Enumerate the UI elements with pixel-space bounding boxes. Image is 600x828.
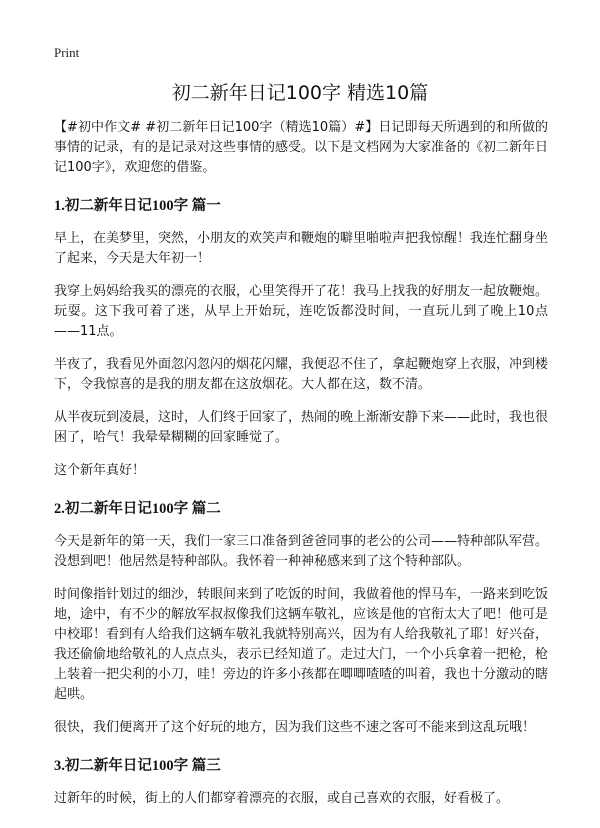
section-2-paragraph-2: 时间像指针划过的细沙，转眼间来到了吃饭的时间，我做着他的悍马车，一路来到吃饭地，途中，有不少的解放军叔叔像我们这辆车敬礼，应该是他的官衔太大了吧！他可是中校耶！看到有人给我们这辆车敬礼我就特别高兴，因为有人给我敬礼了耶！好兴奋，我还偷偷地给敬礼的人点点头，表示已经知道了。走过大门，一个小兵拿着一把枪，枪上装着一把尖利的小刀，哇！旁边的许多小孩都在唧唧喳喳的叫着，我也十分激动的瞎起哄。 bbox=[54, 587, 549, 702]
section-3-heading: 3.初二新年日记100字 篇三 bbox=[54, 758, 221, 774]
section-1-heading: 1.初二新年日记100字 篇一 bbox=[54, 198, 221, 214]
document-title: 初二新年日记100字 精选10篇 bbox=[171, 82, 429, 104]
intro-paragraph: 【#初中作文# #初二新年日记100字（精选10篇）#】日记即每天所遇到的和所做的事情的记录，有的是记录对这些事情的感受。以下是文档网为大家准备的《初二新年日记100字》，欢迎您的借鉴。 bbox=[54, 120, 549, 175]
section-1-paragraph-1: 早上，在美梦里，突然，小朋友的欢笑声和鞭炮的噼里啪啦声把我惊醒！我连忙翻身坐了起来，今天是大年初一！ bbox=[54, 231, 549, 266]
section-1-paragraph-2: 我穿上妈妈给我买的漂亮的衣服，心里笑得开了花！我马上找我的好朋友一起放鞭炮。玩耍。这下我可着了迷，从早上开始玩，连吃饭都没时间，一直玩儿到了晚上10点——11点。 bbox=[54, 284, 549, 339]
section-3-paragraph-1: 过新年的时候，街上的人们都穿着漂亮的衣服，或自己喜欢的衣服，好看极了。 bbox=[54, 791, 510, 806]
print-label: Print bbox=[54, 45, 80, 60]
section-2-heading: 2.初二新年日记100字 篇二 bbox=[54, 501, 221, 517]
section-1-paragraph-5: 这个新年真好！ bbox=[54, 463, 146, 478]
document-body bbox=[54, 118, 548, 822]
section-1-paragraph-3: 半夜了，我看见外面忽闪忽闪的烟花闪耀，我便忍不住了，拿起鞭炮穿上衣服，冲到楼下，令我惊喜的是我的朋友都在这放烟花。大人都在这，数不清。 bbox=[54, 357, 549, 392]
section-2-paragraph-3: 很快，我们便离开了这个好玩的地方，因为我们这些不速之客可不能来到这乱玩哦！ bbox=[54, 720, 536, 735]
section-1-paragraph-4: 从半夜玩到凌晨，这时，人们终于回家了，热闹的晚上渐渐安静下来——此时，我也很困了，哈气！我晕晕糊糊的回家睡觉了。 bbox=[54, 410, 549, 445]
section-2-paragraph-1: 今天是新年的第一天，我们一家三口准备到爸爸同事的老公的公司——特种部队军营。没想到吧！他居然是特种部队。我怀着一种神秘感来到了这个特种部队。 bbox=[54, 534, 549, 569]
